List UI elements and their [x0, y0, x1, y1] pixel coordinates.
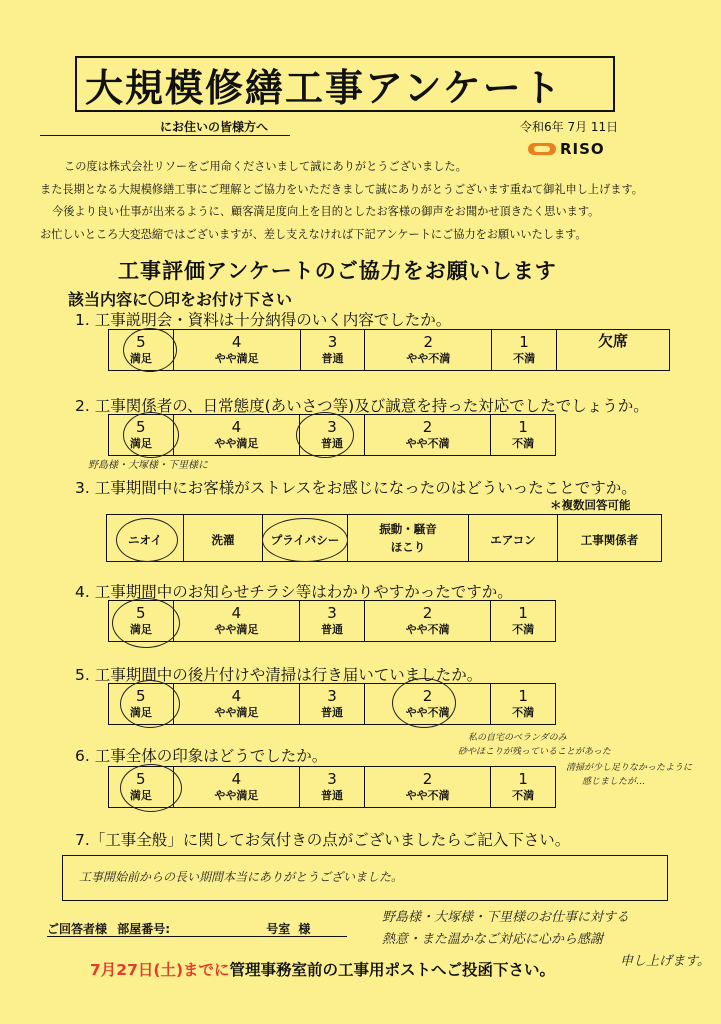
- logo-text: RISO: [560, 140, 605, 158]
- handwritten-circle: [120, 680, 180, 728]
- question-3: 3. 工事期間中にお客様がストレスをお感じになったのはどういったことですか。: [75, 479, 637, 497]
- q1-option-3[interactable]: 3 普通: [300, 330, 365, 371]
- question-6: 6. 工事全体の印象はどうでしたか。: [75, 747, 328, 765]
- respondent-line: [47, 920, 310, 937]
- room-suffix: 号室: [266, 922, 291, 936]
- q3-option-aircon[interactable]: エアコン: [469, 515, 558, 562]
- handwritten-circle: [116, 518, 178, 562]
- handwritten-note: 清掃が少し足りなかったように: [566, 763, 693, 773]
- q4-option-3[interactable]: 3 普通: [300, 601, 365, 642]
- q3-option-laundry[interactable]: 洗濯: [184, 515, 263, 562]
- question-7: 7.「工事全般」に関してお気付きの点がございましたらご記入下さい。: [75, 831, 571, 849]
- q5-option-3[interactable]: 3 普通: [300, 684, 365, 725]
- handwritten-note: 申し上げます。: [620, 954, 710, 969]
- q2-option-2[interactable]: 2 やや不満: [364, 415, 491, 456]
- comment-box[interactable]: [62, 855, 668, 901]
- handwritten-circle: [123, 328, 177, 372]
- respondent-underline: [47, 936, 347, 937]
- intro-text: [40, 156, 643, 246]
- q6-option-3[interactable]: 3 普通: [300, 767, 365, 808]
- deadline-line: [90, 958, 555, 980]
- q4-option-2[interactable]: 2 やや不満: [364, 601, 491, 642]
- handwritten-circle: [123, 412, 179, 458]
- handwritten-note: 感じましたが…: [582, 777, 646, 787]
- q4-option-4[interactable]: 4 やや満足: [173, 601, 300, 642]
- handwritten-circle: [120, 764, 182, 812]
- q1-option-5[interactable]: 5 満足: [109, 330, 174, 371]
- handwritten-note: 私の自宅のベランダのみ: [468, 733, 567, 743]
- q1-rating-table: [108, 329, 670, 371]
- q3-option-workers[interactable]: 工事関係者: [558, 515, 662, 562]
- question-4: 4. 工事期間中のお知らせチラシ等はわかりやすかったですか。: [75, 583, 513, 601]
- q2-option-4[interactable]: 4 やや満足: [173, 415, 300, 456]
- q5-option-1[interactable]: 1 不満: [491, 684, 556, 725]
- handwritten-circle: [296, 412, 354, 458]
- q2-option-1[interactable]: 1 不満: [491, 415, 556, 456]
- deadline-instruction: 管理事務室前の工事用ポストへご投函下さい。: [229, 961, 556, 979]
- room-number-label: 部屋番号:: [117, 922, 171, 936]
- addressee-line: にお住いの皆様方へ: [40, 118, 290, 136]
- intro-line: この度は株式会社リソーをご用命くださいまして誠にありがとうございました。: [64, 160, 467, 173]
- q2-option-5[interactable]: 5 満足: [109, 415, 174, 456]
- q6-option-2[interactable]: 2 やや不満: [364, 767, 491, 808]
- intro-line: また長期となる大規模修繕工事にご理解とご協力をいただきまして誠にありがとうございます重ねて御礼申し上げます。: [40, 182, 643, 196]
- handwritten-comment: 工事開始前からの長い期間本当にありがとうございました。: [79, 870, 404, 884]
- deadline-date: 7月27日(土)までに: [90, 961, 230, 979]
- question-5: 5. 工事期間中の後片付けや清掃は行き届いていましたか。: [75, 666, 483, 684]
- handwritten-note: 野島様・大塚様・下里様に: [88, 460, 208, 471]
- handwritten-note: 野島様・大塚様・下里様のお仕事に対する: [382, 910, 630, 925]
- logo-mark-icon: [528, 143, 556, 155]
- issue-date: 令和6年 7月 11日: [520, 120, 619, 134]
- q5-option-5[interactable]: 5 満足: [109, 684, 174, 725]
- q4-option-5[interactable]: 5 満足: [109, 601, 174, 642]
- handwritten-circle: [262, 518, 348, 562]
- handwritten-circle: [112, 598, 180, 648]
- q1-option-4[interactable]: 4 やや満足: [173, 330, 300, 371]
- q3-options-table: [106, 514, 662, 562]
- q5-option-2[interactable]: 2 やや不満: [364, 684, 491, 725]
- q4-option-1[interactable]: 1 不満: [491, 601, 556, 642]
- respondent-label: ご回答者様: [47, 922, 108, 936]
- handwritten-note: 砂やほこりが残っていることがあった: [458, 747, 611, 757]
- handwritten-circle: [392, 678, 456, 728]
- q1-option-1[interactable]: 1 不満: [492, 330, 557, 371]
- q6-option-1[interactable]: 1 不満: [491, 767, 556, 808]
- sama-suffix: 様: [298, 922, 311, 936]
- q3-option-privacy[interactable]: プライバシー: [263, 515, 348, 562]
- question-1: 1. 工事説明会・資料は十分納得のいく内容でしたか。: [75, 311, 452, 329]
- section-heading: 工事評価アンケートのご協力をお願いします: [118, 259, 557, 283]
- q1-option-absent[interactable]: 欠席: [557, 330, 670, 371]
- q5-option-4[interactable]: 4 やや満足: [173, 684, 300, 725]
- q3-option-odor[interactable]: ニオイ: [107, 515, 184, 562]
- survey-title: 大規模修繕工事アンケート: [75, 56, 615, 112]
- q3-option-vibration-noise-dust[interactable]: 振動・騒音 ほこり: [348, 515, 469, 562]
- intro-line: 今後より良い仕事が出来るように、顧客満足度向上を目的としたお客様の御声をお聞かせ頂きたく思います。: [52, 205, 600, 218]
- instruction-text: 該当内容に〇印をお付け下さい: [68, 290, 293, 309]
- handwritten-note: 熱意・また温かなご対応に心から感謝: [382, 932, 604, 947]
- multiple-answer-note: ＊複数回答可能: [550, 498, 631, 512]
- q6-option-4[interactable]: 4 やや満足: [173, 767, 300, 808]
- q2-option-3[interactable]: 3 普通: [300, 415, 365, 456]
- q6-option-5[interactable]: 5 満足: [109, 767, 174, 808]
- q1-option-2[interactable]: 2 やや不満: [365, 330, 492, 371]
- intro-line: お忙しいところ大変恐縮ではございますが、差し支えなければ下記アンケートにご協力をお願いいたします。: [40, 227, 587, 241]
- question-2: 2. 工事関係者の、日常態度(あいさつ等)及び誠意を持った対応でしたでしょうか。: [75, 397, 649, 415]
